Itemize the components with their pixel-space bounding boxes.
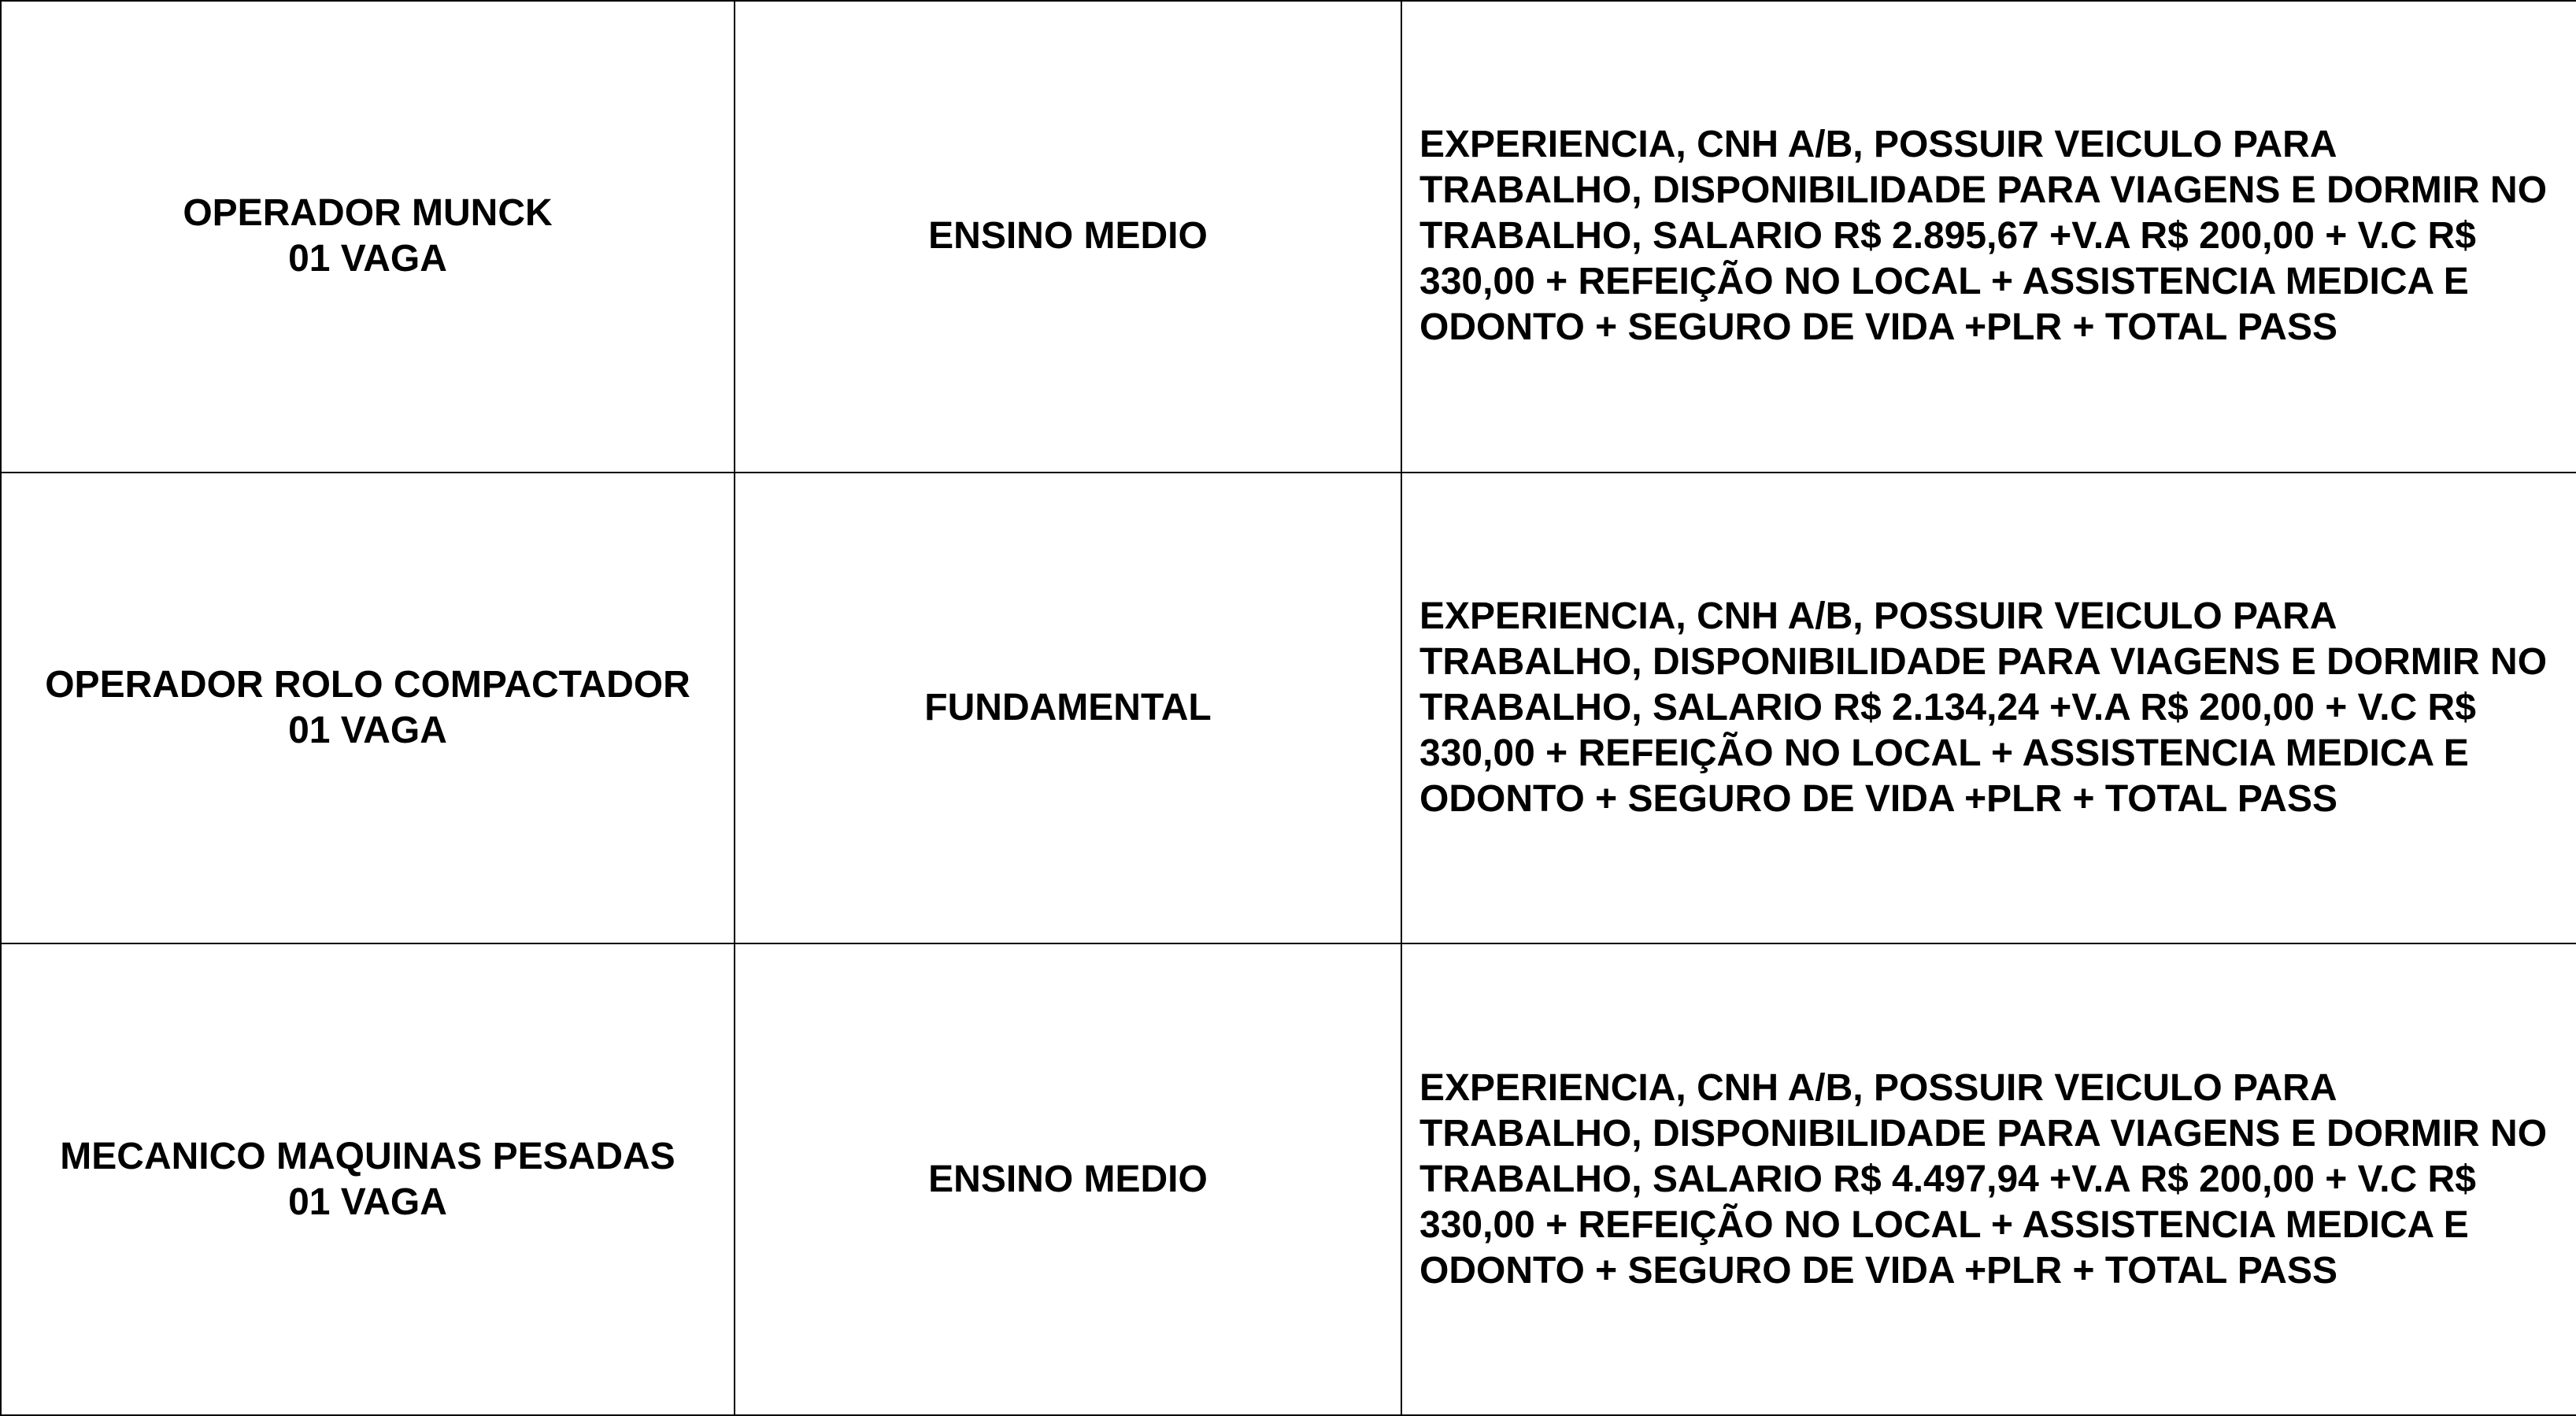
requirements-text: EXPERIENCIA, CNH A/B, POSSUIR VEICULO PARA TRABALHO, DISPONIBILIDADE PARA VIAGENS E DORMIR NO TRABALHO, SALARIO R$ 4.497,94 +V.A R$ 200,00 + V.C R$ 330,00 + REFEIÇÃO NO LOCAL + ASSISTENCIA MEDICA E ODONTO + SEGURO DE VIDA +PLR + TOTAL PASS: [1419, 1066, 2548, 1292]
education-cell: [735, 943, 1401, 1415]
education-cell: [735, 473, 1401, 944]
requirements-text: EXPERIENCIA, CNH A/B, POSSUIR VEICULO PARA TRABALHO, DISPONIBILIDADE PARA VIAGENS E DORMIR NO TRABALHO, SALARIO R$ 2.134,24 +V.A R$ 200,00 + V.C R$ 330,00 + REFEIÇÃO NO LOCAL + ASSISTENCIA MEDICA E ODONTO + SEGURO DE VIDA +PLR + TOTAL PASS: [1419, 595, 2548, 820]
education-level: FUNDAMENTAL: [924, 686, 1212, 728]
education-cell: [735, 1, 1401, 473]
requirements-cell: [1401, 473, 2576, 944]
requirements-cell: [1401, 943, 2576, 1415]
education-level: ENSINO MEDIO: [928, 1158, 1208, 1200]
role-cell: [1, 473, 735, 944]
vacancy-count: 01 VAGA: [288, 709, 447, 751]
table-row: [1, 943, 2576, 1415]
role-cell: [1, 943, 735, 1415]
job-title: MECANICO MAQUINAS PESADAS: [60, 1135, 675, 1177]
table-row: [1, 473, 2576, 944]
job-title: OPERADOR MUNCK: [183, 192, 553, 235]
vacancy-count: 01 VAGA: [288, 1181, 447, 1223]
table-row: [1, 1, 2576, 473]
vacancy-count: 01 VAGA: [288, 238, 447, 280]
job-title: OPERADOR ROLO COMPACTADOR: [45, 663, 690, 706]
requirements-cell: [1401, 1, 2576, 473]
requirements-text: EXPERIENCIA, CNH A/B, POSSUIR VEICULO PARA TRABALHO, DISPONIBILIDADE PARA VIAGENS E DORMIR NO TRABALHO, SALARIO R$ 2.895,67 +V.A R$ 200,00 + V.C R$ 330,00 + REFEIÇÃO NO LOCAL + ASSISTENCIA MEDICA E ODONTO + SEGURO DE VIDA +PLR + TOTAL PASS: [1419, 124, 2548, 349]
role-cell: [1, 1, 735, 473]
education-level: ENSINO MEDIO: [928, 215, 1208, 258]
